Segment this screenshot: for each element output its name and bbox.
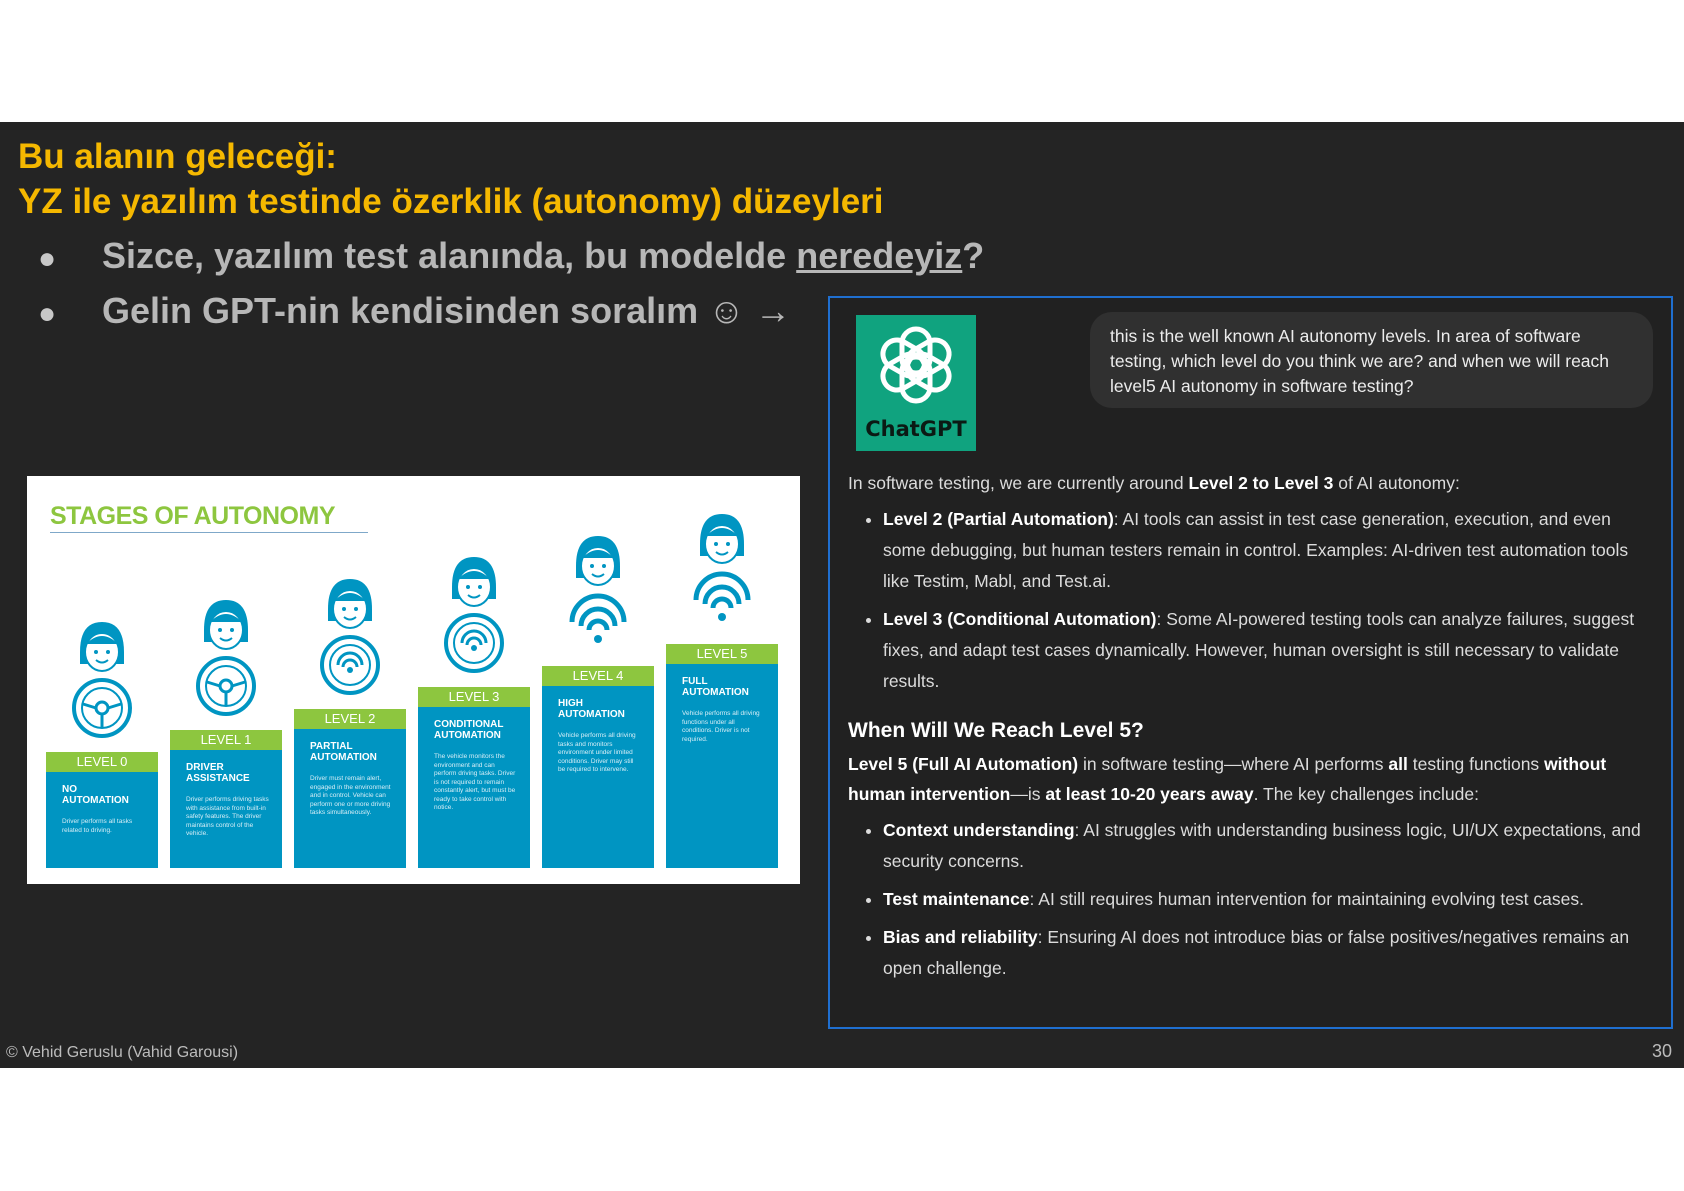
- stage-level-2: [294, 709, 406, 868]
- level-name: PARTIAL AUTOMATION: [310, 741, 377, 763]
- level-label: LEVEL 4: [542, 666, 654, 686]
- level-name: CONDITIONAL AUTOMATION: [434, 719, 504, 741]
- level-box: [666, 664, 778, 868]
- level-label: LEVEL 5: [666, 644, 778, 664]
- stage-level-3: [418, 687, 530, 868]
- level-label: LEVEL 2: [294, 709, 406, 729]
- person-steering-wheel-wifi-icon: [418, 547, 530, 687]
- person-wifi-icon: [542, 526, 654, 666]
- level-label: LEVEL 1: [170, 730, 282, 750]
- stages-of-autonomy-image: [27, 476, 800, 884]
- level-description: Driver performs all tasks related to driving.: [62, 818, 133, 834]
- person-steering-wheel-icon: [170, 590, 282, 730]
- logo-text: ChatGPT: [865, 417, 967, 441]
- chatgpt-panel: [828, 296, 1673, 1029]
- section-heading: When Will We Reach Level 5?: [848, 719, 1144, 742]
- list-item: • Bias and reliability: Ensuring AI does not introduce bias or false positives/negatives remains an open challenge.: [883, 922, 1648, 984]
- slide: [0, 122, 1684, 1068]
- user-message: this is the well known AI autonomy levels. In area of software testing, which level do you think we are? and when we will reach level5 AI autonomy in software testing?: [1090, 312, 1653, 408]
- title-line-2: YZ ile yazılım testinde özerklik (autonomy) düzeyleri: [18, 182, 884, 221]
- openai-knot-icon: [856, 315, 976, 415]
- stages-title: STAGES OF AUTONOMY: [50, 502, 335, 530]
- assistant-response: [848, 468, 1648, 991]
- stage-level-1: [170, 730, 282, 868]
- stage-level-5: [666, 644, 778, 868]
- level-description: The vehicle monitors the environment and can perform driving tasks. Driver is not required to remain constantly alert, but must be ready to take control with notice.: [434, 753, 516, 811]
- level-list: [848, 504, 1648, 697]
- bullet-item: ● Sizce, yazılım test alanında, bu modelde neredeyiz?: [38, 230, 984, 285]
- list-item: • Test maintenance: AI still requires human intervention for maintaining evolving test cases.: [883, 884, 1648, 915]
- challenge-list: [848, 815, 1648, 984]
- level-box: [542, 686, 654, 868]
- level-box: [294, 729, 406, 868]
- level-description: Driver must remain alert, engaged in the environment and in control. Vehicle can perform one or more driving tasks simultaneously.: [310, 775, 391, 816]
- level-description: Vehicle performs all driving functions under all conditions. Driver is not required.: [682, 710, 760, 743]
- level-description: Vehicle performs all driving tasks and monitors environment under limited conditions. Driver may still be required to intervene.: [558, 732, 636, 773]
- level-description: Driver performs driving tasks with assistance from built-in safety features. The driver maintains control of the vehicle.: [186, 796, 269, 837]
- level-name: HIGH AUTOMATION: [558, 698, 625, 720]
- level-box: [170, 750, 282, 868]
- bullet-dot-icon: ●: [38, 297, 57, 330]
- list-item: • Level 3 (Conditional Automation): Some AI-powered testing tools can analyze failures, suggest fixes, and adapt test cases dynamically. However, human oversight is still necessary to validate results.: [883, 604, 1648, 697]
- level-label: LEVEL 3: [418, 687, 530, 707]
- title-line-1: Bu alanın geleceği:: [18, 137, 337, 176]
- stage-level-0: [46, 752, 158, 868]
- copyright-footer: © Vehid Geruslu (Vahid Garousi): [6, 1044, 239, 1061]
- stages-title-underline: [50, 532, 368, 533]
- page-number: 30: [1651, 1041, 1672, 1061]
- level-box: [418, 707, 530, 868]
- level-box: [46, 772, 158, 868]
- person-wifi-icon: [666, 504, 778, 644]
- level-name: DRIVER ASSISTANCE: [186, 762, 250, 784]
- level5-paragraph: Level 5 (Full AI Automation) in software testing—where AI performs all testing functions without human intervention—is at least 10-20 years away. The key challenges include:: [848, 754, 1607, 804]
- list-item: • Level 2 (Partial Automation): AI tools can assist in test case generation, execution, and even some debugging, but human testers remain in control. Examples: AI-driven test automation tools like Testim, Mabl, and Test.ai.: [883, 504, 1648, 597]
- level-label: LEVEL 0: [46, 752, 158, 772]
- list-item: • Context understanding: AI struggles with understanding business logic, UI/UX expectations, and security concerns.: [883, 815, 1648, 877]
- stage-level-4: [542, 666, 654, 868]
- chatgpt-logo: [856, 315, 976, 451]
- underlined-word: neredeyiz: [796, 235, 963, 276]
- bullet-dot-icon: ●: [38, 242, 57, 275]
- intro-paragraph: In software testing, we are currently around Level 2 to Level 3 of AI autonomy:: [848, 473, 1460, 493]
- bullet-item: ● Gelin GPT-nin kendisinden soralım ☺ →: [38, 285, 984, 340]
- person-steering-wheel-icon: [46, 612, 158, 752]
- level-name: NO AUTOMATION: [62, 784, 129, 806]
- slide-title: [18, 134, 884, 224]
- person-steering-wheel-wifi-icon: [294, 569, 406, 709]
- level-name: FULL AUTOMATION: [682, 676, 749, 698]
